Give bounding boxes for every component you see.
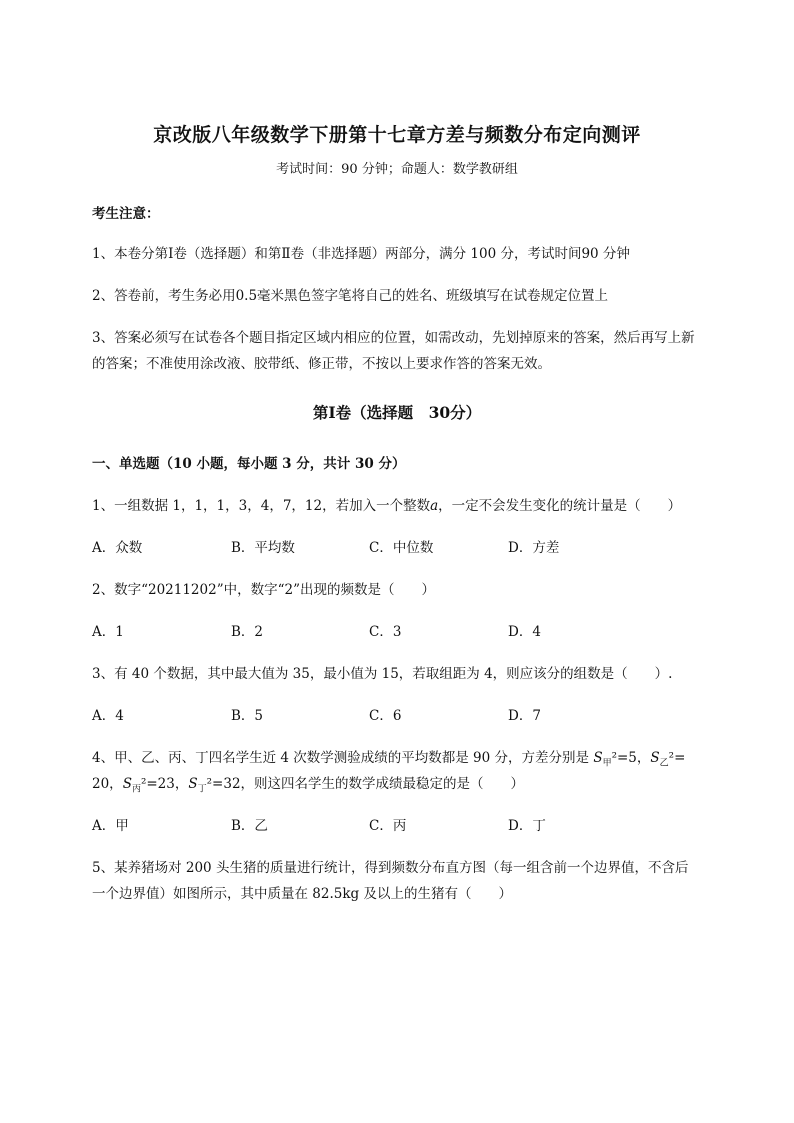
question-1-stem: 1、一组数据 1，1，1，3，4，7，12，若加入一个整数a，一定不会发生变化的统计量是（ ）: [92, 498, 682, 514]
variable-a: a: [430, 498, 439, 514]
option-d[interactable]: D．方差: [508, 540, 560, 556]
option-a[interactable]: A．众数: [92, 540, 143, 556]
option-c[interactable]: C．中位数: [369, 540, 434, 556]
option-c[interactable]: C．丙: [369, 818, 407, 834]
note-item-1: 1、本卷分第Ⅰ卷（选择题）和第Ⅱ卷（非选择题）两部分，满分 100 分，考试时间90 分钟: [92, 246, 630, 262]
exam-info: 考试时间：90 分钟；命题人：数学教研组: [276, 162, 518, 177]
option-b[interactable]: B．5: [231, 708, 264, 724]
notes-heading: 考生注意：: [92, 206, 160, 222]
option-a[interactable]: A．4: [92, 708, 124, 724]
question-5-stem-line-2: 一个边界值）如图所示，其中质量在 82.5kg 及以上的生猪有（ ）: [92, 886, 512, 902]
question-4-stem-line-2: 20，$S_丙^2=23$，$S_丁^2=32$，则这四名学生的数学成绩最稳定的是（ ）: [92, 776, 525, 795]
option-d[interactable]: D．4: [508, 624, 541, 640]
part-1-title: 第Ⅰ卷（选择题 30分）: [312, 403, 482, 422]
note-item-3-line-1: 3、答案必须写在试卷各个题目指定区域内相应的位置，如需改动，先划掉原来的答案，然后再写上新: [92, 330, 695, 346]
question-2-stem: 2、数字“20211202”中，数字“2”出现的频数是（ ）: [92, 582, 435, 598]
question-3-stem: 3、有 40 个数据，其中最大值为 35，最小值为 15，若取组距为 4，则应该分的组数是（ ）.: [92, 666, 673, 682]
option-a[interactable]: A．甲: [92, 818, 129, 834]
option-c[interactable]: C．6: [369, 708, 402, 724]
option-b[interactable]: B．平均数: [231, 540, 295, 556]
question-4-stem-line-1: 4、甲、乙、丙、丁四名学生近 4 次数学测验成绩的平均数都是 90 分，方差分别是 $S_甲^2=5$，$S_乙^2=$: [92, 750, 686, 769]
option-b[interactable]: B．乙: [231, 818, 268, 834]
page-title: 京改版八年级数学下册第十七章方差与频数分布定向测评: [153, 124, 641, 146]
section-heading: 一、单选题（10 小题，每小题 3 分，共计 30 分）: [92, 456, 406, 472]
option-d[interactable]: D．7: [508, 708, 541, 724]
option-c[interactable]: C．3: [369, 624, 402, 640]
note-item-3-line-2: 的答案；不准使用涂改液、胶带纸、修正带，不按以上要求作答的答案无效。: [92, 356, 551, 372]
option-a[interactable]: A．1: [92, 624, 124, 640]
option-b[interactable]: B．2: [231, 624, 264, 640]
note-item-2: 2、答卷前，考生务必用0.5毫米黑色签字笔将自己的姓名、班级填写在试卷规定位置上: [92, 288, 609, 304]
question-5-stem-line-1: 5、某养猪场对 200 头生猪的质量进行统计，得到频数分布直方图（每一组含前一个边界值，不含后: [92, 860, 689, 876]
option-d[interactable]: D．丁: [508, 818, 546, 834]
